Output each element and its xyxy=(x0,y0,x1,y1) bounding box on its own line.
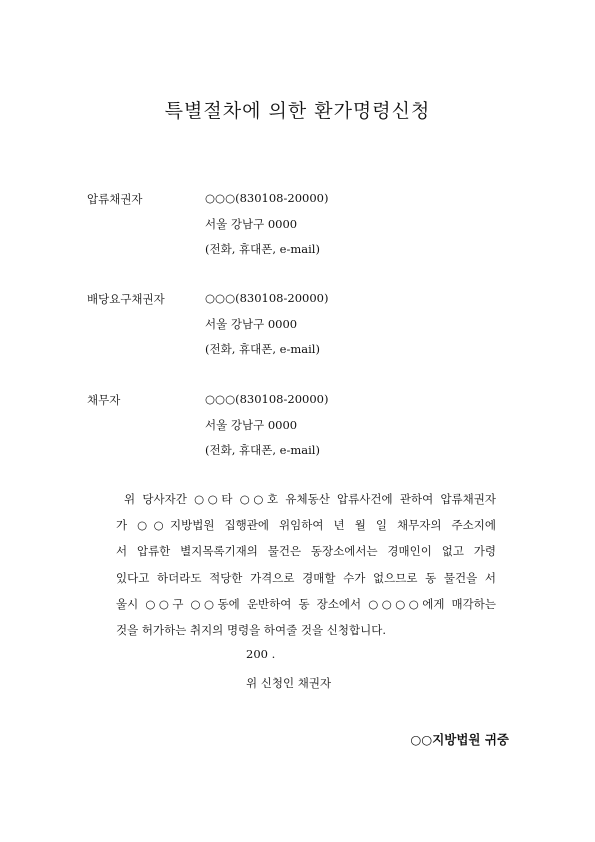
party-contact: (전화, 휴대폰, e-mail) xyxy=(205,342,320,356)
body-line: 위 당사자간 ○○타 ○○호 유체동산 압류사건에 관하여 압류채권자 xyxy=(124,492,496,506)
party-address: 서울 강남구 0000 xyxy=(205,317,298,331)
body-line: 것을 허가하는 취지의 명령을 하여줄 것을 신청합니다. xyxy=(116,622,386,637)
application-body xyxy=(116,491,496,648)
applicant-signature-line: 위 신청인 채권자 xyxy=(246,676,332,690)
body-line: 가 ○○지방법원 집행관에 위임하여 년 월 일 채무자의 주소지에 xyxy=(116,518,496,533)
body-line: 서 압류한 별지목록기재의 물건은 동장소에서는 경매인이 없고 가령 xyxy=(116,544,496,559)
party-name: ○○○(830108-20000) xyxy=(205,392,329,406)
party-contact: (전화, 휴대폰, e-mail) xyxy=(205,443,320,457)
party-address: 서울 강남구 0000 xyxy=(205,217,298,231)
party-role: 배당요구채권자 xyxy=(87,292,165,306)
party-name: ○○○(830108-20000) xyxy=(205,291,329,305)
party-role: 채무자 xyxy=(87,393,121,407)
court-addressee: ○○지방법원 귀중 xyxy=(410,732,509,747)
party-name: ○○○(830108-20000) xyxy=(205,191,329,205)
party-role: 압류채권자 xyxy=(87,192,143,206)
document-title: 특별절차에 의한 환가명령신청 xyxy=(164,100,431,122)
party-address: 서울 강남구 0000 xyxy=(205,418,298,432)
party-contact: (전화, 휴대폰, e-mail) xyxy=(205,242,320,256)
body-line: 있다고 하더라도 적당한 가격으로 경매할 수가 없으므로 동 물건을 서 xyxy=(116,570,496,585)
application-date: 200 . xyxy=(246,647,276,661)
body-line: 울시 ○○구 ○○동에 운반하여 동 장소에서 ○○○○에게 매각하는 xyxy=(116,596,496,611)
